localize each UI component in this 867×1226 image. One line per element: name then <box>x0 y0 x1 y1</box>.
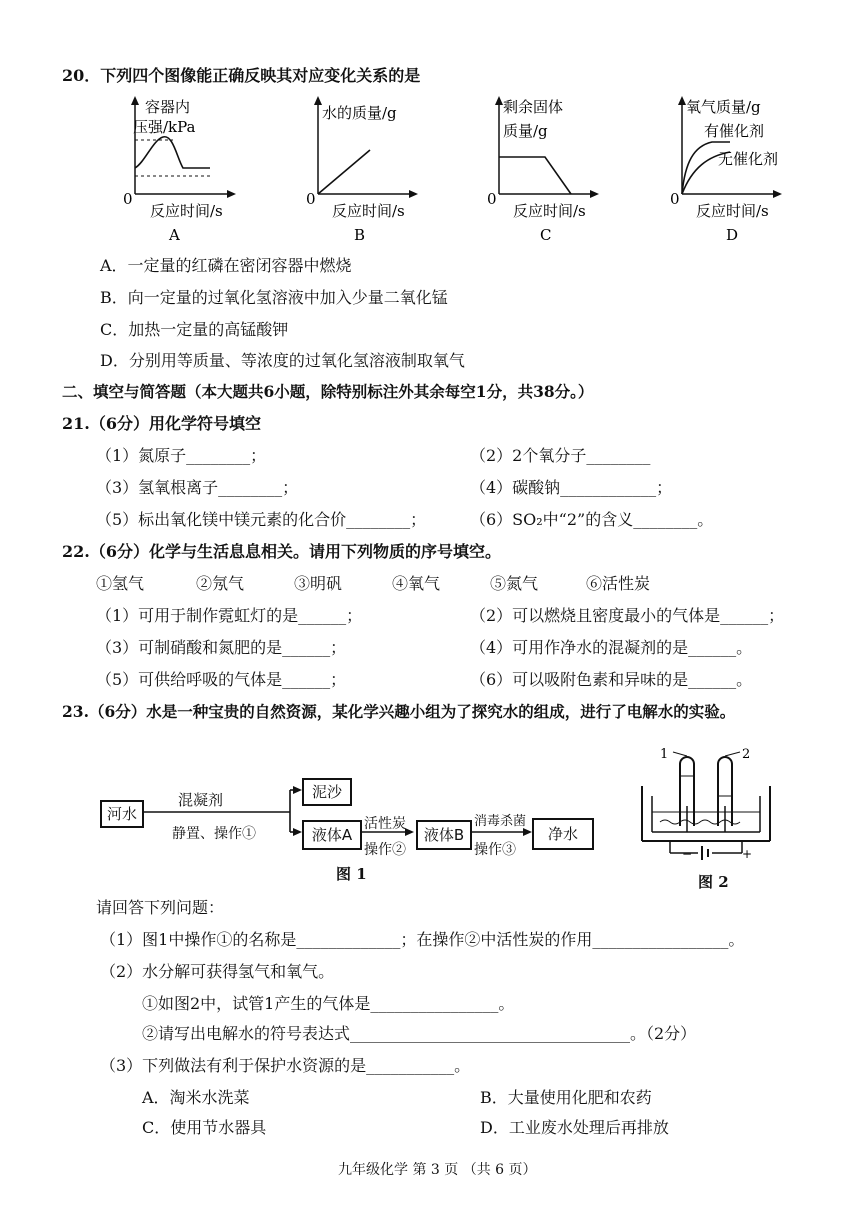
svg-text:+: + <box>742 847 753 861</box>
graph-d-xlabel: 反应时间/s <box>696 202 769 220</box>
q22-item-2: （2）可以燃烧且密度最小的气体是______； <box>470 606 785 625</box>
q21-item-1: （1）氮原子________； <box>96 446 267 465</box>
liquid-a-box: 液体A <box>302 820 362 850</box>
figure-1-caption: 图 1 <box>336 865 367 883</box>
q22-substance-6: ⑥活性炭 <box>586 574 651 593</box>
q23-sub2a: ①如图2中，试管1产生的气体是________________。 <box>142 994 515 1013</box>
q23-option-a: A．淘米水洗菜 <box>142 1088 250 1107</box>
carbon-label: 活性炭 <box>364 816 406 832</box>
q20-option-c: C．加热一定量的高锰酸钾 <box>100 320 289 339</box>
graph-a-ylabel1: 容器内 <box>145 98 191 116</box>
q22-item-5: （5）可供给呼吸的气体是______； <box>96 670 347 689</box>
graph-a <box>115 92 245 242</box>
q22-item-6: （6）可以吸附色素和异味的是______。 <box>470 670 753 689</box>
graph-a-letter: A <box>169 226 180 242</box>
coagulant-label: 混凝剂 <box>178 791 224 809</box>
q22-substance-2: ②氖气 <box>196 574 245 593</box>
q20-stem: 20．下列四个图像能正确反映其对应变化关系的是 <box>62 66 421 85</box>
q22-substance-1: ①氢气 <box>96 574 145 593</box>
q23-stem: 23.（6分）水是一种宝贵的自然资源，某化学兴趣小组为了探究水的组成，进行了电解水的实验。 <box>62 702 736 721</box>
figure-2-caption: 图 2 <box>698 873 729 891</box>
graph-d-origin: 0 <box>670 190 680 208</box>
figure-2 <box>630 746 790 896</box>
graph-c-xlabel: 反应时间/s <box>513 202 586 220</box>
op3-label: 操作③ <box>474 842 516 858</box>
q22-substance-5: ⑤氮气 <box>490 574 539 593</box>
q21-stem: 21.（6分）用化学符号填空 <box>62 414 261 433</box>
graph-c-letter: C <box>540 226 552 242</box>
q20-option-b: B．向一定量的过氧化氢溶液中加入少量二氧化锰 <box>100 288 448 307</box>
tube-1-label: 1 <box>660 747 669 762</box>
q22-item-3: （3）可制硝酸和氮肥的是______； <box>96 638 347 657</box>
graph-d-curve1: 有催化剂 <box>704 122 765 140</box>
graph-b-ylabel: 水的质量/g <box>322 104 397 122</box>
graph-d-letter: D <box>726 226 739 242</box>
op2-label: 操作② <box>364 842 406 858</box>
graph-c <box>485 92 615 242</box>
q21-item-4: （4）碳酸钠____________； <box>470 478 673 497</box>
q23-option-c: C．使用节水器具 <box>142 1118 267 1137</box>
q21-item-5: （5）标出氧化镁中镁元素的化合价________； <box>96 510 427 529</box>
q21-item-3: （3）氢氧根离子________； <box>96 478 299 497</box>
graph-a-ylabel2: 压强/kPa <box>133 118 196 136</box>
page-footer: 九年级化学 第 3 页 （共 6 页） <box>338 1162 537 1178</box>
q21-item-6: （6）SO₂中“2”的含义________。 <box>470 510 714 529</box>
liquid-b-box: 液体B <box>416 820 472 850</box>
q20-option-a: A．一定量的红磷在密闭容器中燃烧 <box>100 256 352 275</box>
graph-b-letter: B <box>354 226 366 242</box>
graph-c-origin: 0 <box>487 190 497 208</box>
q22-substance-4: ④氧气 <box>392 574 441 593</box>
q23-sub1: （1）图1中操作①的名称是_____________；在操作②中活性炭的作用_________________。 <box>100 930 745 949</box>
section-2-heading: 二、填空与简答题（本大题共6小题，除特别标注外其余每空1分，共38分。） <box>62 382 594 401</box>
q23-sub3: （3）下列做法有利于保护水资源的是___________。 <box>100 1056 471 1075</box>
op1-label: 静置、操作① <box>172 826 256 842</box>
river-box: 河水 <box>100 800 144 828</box>
q23-prompt: 请回答下列问题： <box>96 898 225 917</box>
graph-d-ylabel: 氧气质量/g <box>686 98 761 116</box>
graph-b-origin: 0 <box>306 190 316 208</box>
graph-a-origin: 0 <box>123 190 133 208</box>
graph-d-curve2: 无催化剂 <box>718 150 779 168</box>
q22-substance-3: ③明矾 <box>294 574 343 593</box>
svg-text:−: − <box>682 847 693 861</box>
graph-c-ylabel1: 剩余固体 <box>503 98 564 116</box>
q22-item-1: （1）可用于制作霓虹灯的是______； <box>96 606 363 625</box>
graph-b <box>302 92 432 242</box>
q20-option-d: D．分别用等质量、等浓度的过氧化氢溶液制取氧气 <box>100 351 465 370</box>
tube-2-label: 2 <box>742 747 751 762</box>
graph-d <box>668 92 808 242</box>
graph-b-xlabel: 反应时间/s <box>332 202 405 220</box>
figure-1 <box>90 760 610 890</box>
disinfect-label: 消毒杀菌 <box>474 814 527 829</box>
sediment-box: 泥沙 <box>302 778 352 806</box>
q23-option-d: D．工业废水处理后再排放 <box>480 1118 669 1137</box>
q23-sub2b: ②请写出电解水的符号表达式___________________________________。（2分） <box>142 1024 697 1043</box>
q22-item-4: （4）可用作净水的混凝剂的是______。 <box>470 638 753 657</box>
graph-a-xlabel: 反应时间/s <box>150 202 223 220</box>
q22-stem: 22.（6分）化学与生活息息相关。请用下列物质的序号填空。 <box>62 542 501 561</box>
graph-c-ylabel2: 质量/g <box>503 122 548 140</box>
q23-option-b: B．大量使用化肥和农药 <box>480 1088 652 1107</box>
pure-water-box: 净水 <box>532 818 594 850</box>
q23-sub2: （2）水分解可获得氢气和氧气。 <box>100 962 335 981</box>
q21-item-2: （2）2个氧分子________ <box>470 446 651 465</box>
